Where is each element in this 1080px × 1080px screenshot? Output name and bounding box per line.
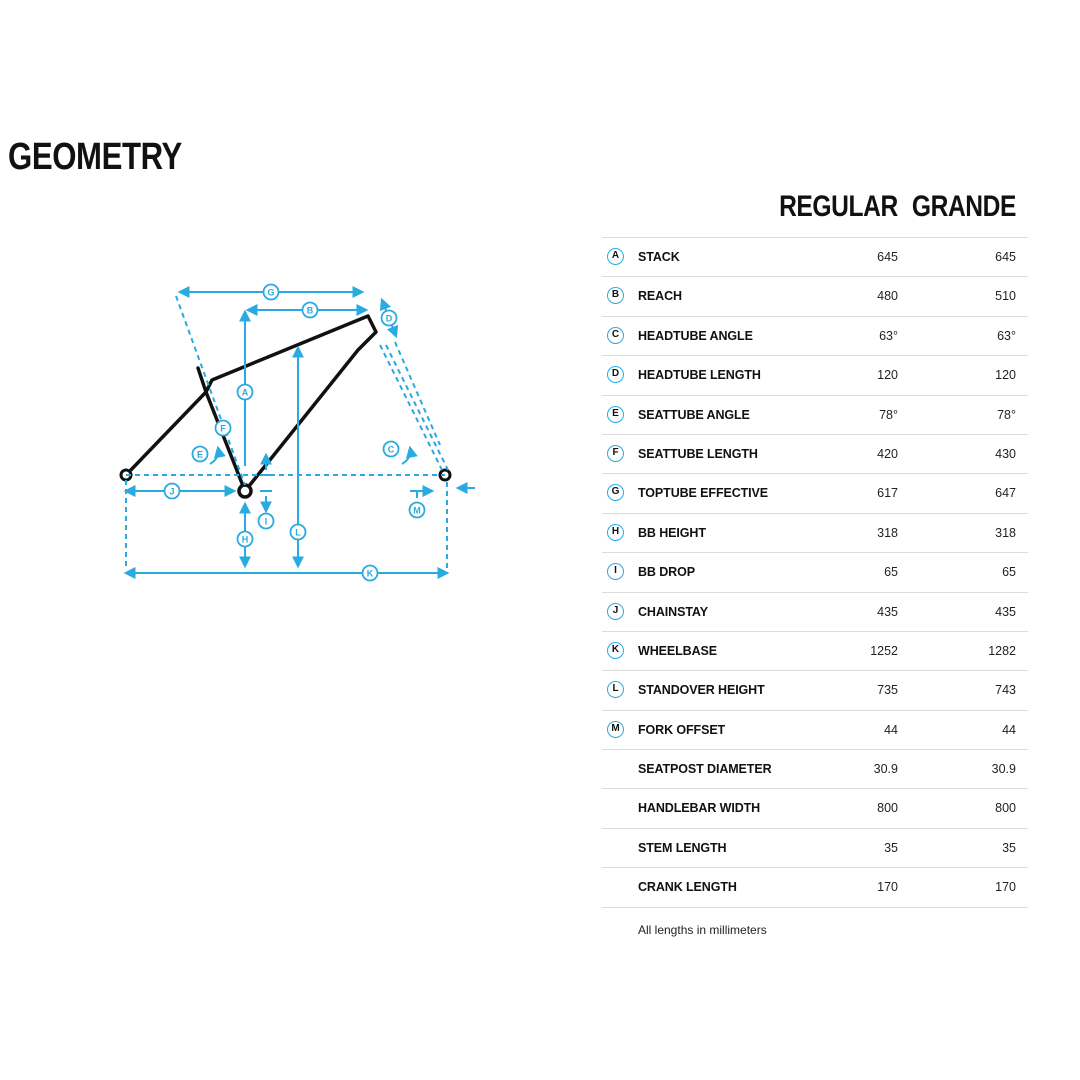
svg-text:M: M [413,505,421,516]
table-row [602,593,1028,632]
bottom-bracket [239,485,251,497]
row-label: HANDLEBAR WIDTH [638,801,761,816]
svg-text:G: G [267,287,275,298]
column-header-regular: REGULAR [779,190,898,223]
dimension-badge: C [607,327,624,344]
marker-E [193,447,208,462]
svg-text:E: E [196,449,204,460]
value-regular: 735 [877,683,898,698]
table-row [602,829,1028,868]
marker-F [216,421,231,436]
marker-J [165,484,180,499]
value-grande: 800 [995,801,1016,816]
value-regular: 170 [877,880,898,895]
table-row [602,789,1028,828]
marker-D [382,311,397,326]
table-row [602,868,1028,907]
value-grande: 30.9 [991,762,1016,777]
row-label: SEATTUBE LENGTH [638,446,758,461]
value-regular: 645 [877,250,898,264]
marker-M [410,503,425,518]
row-label: CHAINSTAY [638,604,708,619]
value-regular: 65 [884,565,898,580]
bike-geometry-diagram [110,270,490,590]
dimension-badge: I [607,563,624,580]
svg-text:I: I [264,516,268,527]
row-label: STEM LENGTH [638,840,727,855]
dimension-badge: K [607,642,624,659]
value-regular: 1252 [870,643,898,658]
marker-K [363,566,378,581]
dimension-badge: D [607,366,624,383]
row-label: BB HEIGHT [638,525,706,540]
value-regular: 617 [877,486,898,501]
dimension-badge: L [607,681,624,698]
table-row [602,632,1028,671]
row-label: STACK [638,250,680,264]
value-grande: 645 [995,250,1016,264]
dimension-badge: H [607,524,624,541]
row-label: STANDOVER HEIGHT [638,683,765,698]
table-row [602,435,1028,474]
geometry-diagram-svg [110,270,490,590]
svg-text:J: J [169,486,175,497]
value-grande: 35 [1002,840,1016,855]
dimension-badge: E [607,406,624,423]
row-label: CRANK LENGTH [638,880,737,895]
value-regular: 78° [879,407,898,422]
svg-text:D: D [385,313,393,324]
value-grande: 647 [995,486,1016,501]
table-row [602,474,1028,513]
table-row [602,514,1028,553]
table-row [602,396,1028,435]
svg-text:K: K [366,568,374,579]
row-label: FORK OFFSET [638,722,726,737]
dimension-badge: G [607,484,624,501]
svg-text:L: L [295,527,301,538]
svg-text:H: H [241,534,249,545]
dimension-badge: J [607,603,624,620]
marker-B [303,303,318,318]
svg-text:A: A [241,387,249,398]
row-label: HEADTUBE LENGTH [638,368,761,383]
marker-G [264,285,279,300]
table-row [602,238,1028,277]
value-regular: 30.9 [873,762,898,777]
marker-H [238,532,253,547]
row-label: WHEELBASE [638,643,717,658]
dimension-badge: B [607,287,624,304]
marker-A [238,385,253,400]
table-row [602,553,1028,592]
value-regular: 435 [877,604,898,619]
value-grande: 170 [995,880,1016,895]
dimension-badge: F [607,445,624,462]
table-row [602,277,1028,316]
svg-text:F: F [220,423,226,434]
row-label: SEATPOST DIAMETER [638,762,772,777]
page-title: GEOMETRY [8,136,182,178]
table-row [602,356,1028,395]
value-regular: 480 [877,289,898,304]
geometry-rows [602,237,1028,908]
value-grande: 1282 [988,643,1016,658]
value-regular: 120 [877,368,898,383]
value-regular: 63° [879,328,898,343]
column-header-grande: GRANDE [911,190,1016,223]
value-regular: 44 [884,722,898,737]
row-label: TOPTUBE EFFECTIVE [638,486,769,501]
value-grande: 120 [995,368,1016,383]
value-grande: 78° [997,407,1016,422]
value-regular: 35 [884,840,898,855]
units-note: All lengths in millimeters [638,923,767,937]
table-row [602,317,1028,356]
svg-text:C: C [387,444,395,455]
value-grande: 65 [1002,565,1016,580]
value-regular: 800 [877,801,898,816]
row-label: REACH [638,289,682,304]
value-grande: 318 [995,525,1016,540]
value-grande: 44 [1002,722,1016,737]
dimension-badge: M [607,721,624,738]
svg-text:B: B [306,305,314,316]
value-grande: 430 [995,446,1016,461]
value-grande: 63° [997,328,1016,343]
marker-I [259,514,274,529]
value-grande: 743 [995,683,1016,698]
value-regular: 420 [877,446,898,461]
dimension-badge: A [607,248,624,265]
row-label: HEADTUBE ANGLE [638,328,753,343]
value-regular: 318 [877,525,898,540]
table-row [602,750,1028,789]
row-label: BB DROP [638,565,695,580]
table-row [602,671,1028,710]
marker-C [384,442,399,457]
marker-L [291,525,306,540]
value-grande: 435 [995,604,1016,619]
table-row [602,711,1028,750]
value-grande: 510 [995,289,1016,304]
dimension-markers [165,285,425,581]
bike-frame [126,316,376,491]
row-label: SEATTUBE ANGLE [638,407,750,422]
